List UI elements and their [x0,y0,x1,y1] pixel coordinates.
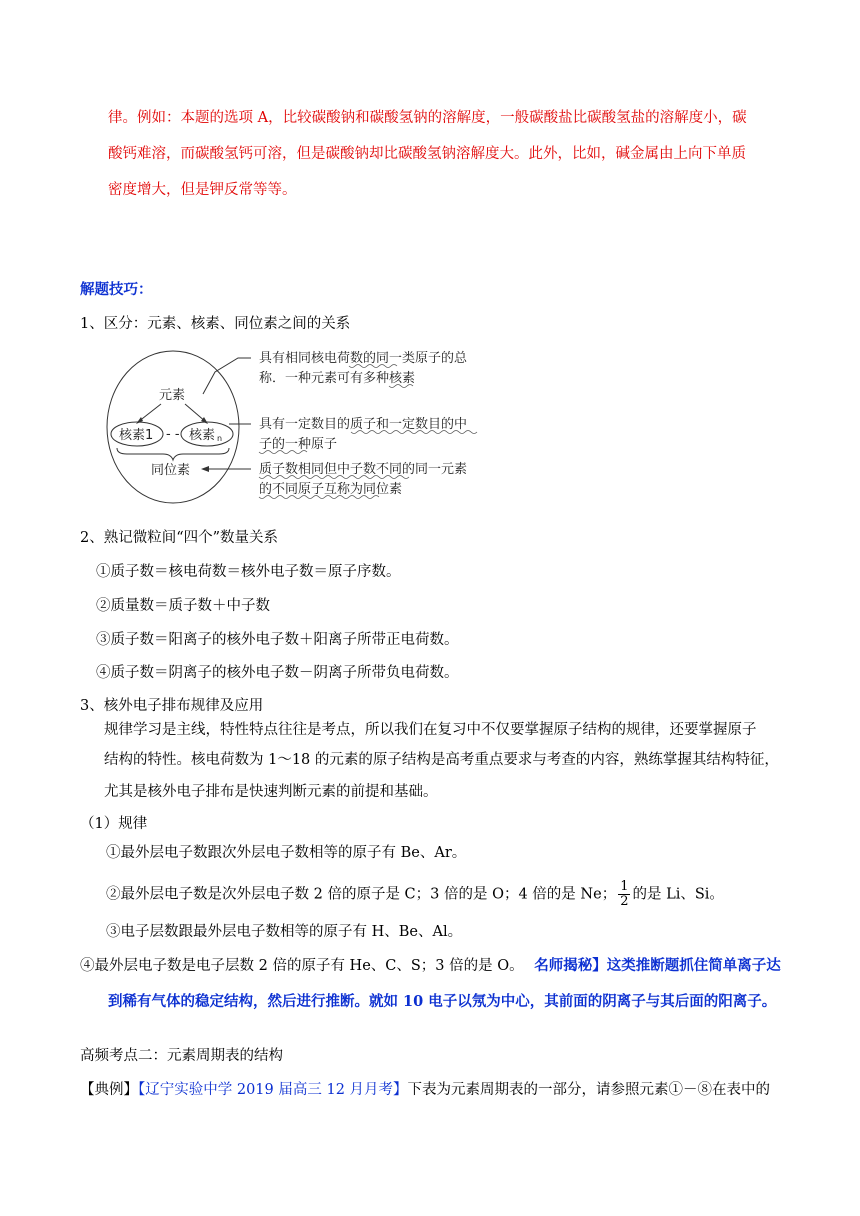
teacher-tip-line-1: 名师揭秘】这类推断题抓住简单离子达 [534,957,781,974]
diagram-desc3-line2: 的不同原子互称为同位素 [259,482,403,497]
rule-heading: （1）规律 [80,816,148,832]
example-line [80,1080,770,1100]
rule-4-line [80,956,781,976]
rule-2-part-a: ②最外层电子数是次外层电子数 2 倍的原子是 C；3 倍的是 O；4 倍的是 Ne； [106,886,617,903]
section3-para-line-3: 尤其是核外电子排布是快速判断元素的前提和基础。 [104,784,438,800]
rule-4: ④最外层电子数是电子层数 2 倍的原子有 He、C、S；3 倍的是 O。 [80,958,524,974]
diagram-desc2-line1: 具有一定数目的质子和一定数目的中 [259,417,468,432]
rule-3: ③电子层数跟最外层电子数相等的原子有 H、Be、Al。 [106,924,463,940]
diagram-nuclide-dots: - - [166,427,180,442]
fraction-numerator: 1 [620,879,629,894]
relation-item-4: ④质子数＝阴离子的核外电子数－阴离子所带负电荷数。 [96,665,459,681]
element-nuclide-isotope-diagram [103,342,523,508]
example-prefix: 【典例】 [80,1082,138,1098]
section3-para-line-1: 规律学习是主线，特性特点往往是考点，所以我们在复习中不仅要掌握原子结构的规律，还要掌握原子 [104,722,757,738]
relation-item-2: ②质量数＝质子数＋中子数 [96,598,270,614]
example-source: 【辽宁实验中学 2019 届高三 12 月月考】 [138,1082,408,1098]
tips-heading: 解题技巧： [80,281,153,298]
rule-1: ①最外层电子数跟次外层电子数相等的原子有 Be、Ar。 [106,845,467,861]
section4-heading: 高频考点二：元素周期表的结构 [80,1048,283,1064]
diagram-element-label: 元素 [159,388,186,403]
diagram-nuclide1-label: 核素1 [119,428,154,443]
example-text: 下表为元素周期表的一部分，请参照元素①－⑧在表中的 [407,1082,771,1098]
rule-2 [106,880,724,909]
rule-2-part-b: 的是 Li、Si。 [632,886,724,903]
relation-item-1: ①质子数＝核电荷数＝核外电子数＝原子序数。 [96,564,401,580]
diagram-isotope-label: 同位素 [151,463,191,478]
section3-para-line-2: 结构的特性。核电荷数为 1～18 的元素的原子结构是高考重点要求与考查的内容，熟练掌握其结构特征， [104,752,779,768]
diagram-desc1-line2: 称．一种元素可有多种核素 [259,371,416,386]
intro-line-3: 密度增大，但是钾反常等等。 [108,182,297,198]
section1-heading: 1、区分：元素、核素、同位素之间的关系 [80,316,351,332]
intro-line-1: 律。例如：本题的选项 A，比较碳酸钠和碳酸氢钠的溶解度，一般碳酸盐比碳酸氢盐的溶解度小，碳 [108,110,747,126]
teacher-tip-line-2: 到稀有气体的稳定结构，然后进行推断。就如 10 电子以氖为中心，其前面的阴离子与其后面的阳离子。 [108,993,777,1010]
fraction-one-half [618,880,630,909]
diagram-desc3-line1: 质子数相同但中子数不同的同一元素 [259,462,468,477]
diagram-nuclide-n-sub: n [217,434,223,443]
diagram-nuclide-n-label: 核素 [189,428,216,443]
section3-heading: 3、核外电子排布规律及应用 [80,698,264,714]
section2-heading: 2、熟记微粒间“四个”数量关系 [80,530,279,546]
relation-item-3: ③质子数＝阳离子的核外电子数＋阳离子所带正电荷数。 [96,632,459,648]
diagram-desc2-line2: 子的一种原子 [259,437,338,452]
diagram-desc1-line1: 具有相同核电荷数的同一类原子的总 [259,351,468,366]
fraction-denominator: 2 [620,894,629,909]
intro-line-2: 酸钙难溶，而碳酸氢钙可溶，但是碳酸钠却比碳酸氢钠溶解度大。此外，比如，碱金属由上向下单质 [108,146,746,162]
